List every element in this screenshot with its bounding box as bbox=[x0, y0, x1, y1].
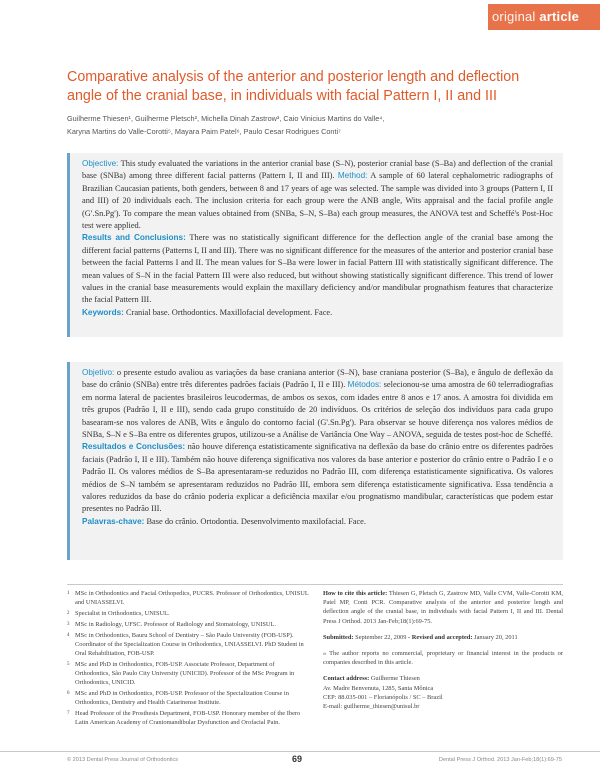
affiliation-item bbox=[67, 631, 310, 659]
page-number: 69 bbox=[292, 754, 303, 764]
objective-label: Objective: bbox=[82, 159, 119, 168]
contact-address bbox=[323, 674, 563, 711]
page-footer bbox=[0, 751, 600, 766]
footnote-divider bbox=[67, 584, 563, 585]
objective-text: This study evaluated the variations in the anterior cranial base (S–N), posterior cranial base (S–Ba) and deflection of the cranial base (SNBa) among three different facial patterns (Pattern I, II and III). bbox=[82, 159, 553, 181]
keywords-text: Cranial base. Orthodontics. Maxillofacial development. Face. bbox=[123, 307, 333, 317]
affiliation-number: 7 bbox=[67, 711, 70, 716]
revised-date: January 20, 2011 bbox=[472, 633, 518, 641]
keywords-label: Keywords: bbox=[82, 307, 124, 317]
results-text: There was no statistically significant difference for the deflection angle of the cranial base among the different facial patterns (Patterns I, II and III). There was no significant difference for the measures of the anterior and posterior cranial base between the facial Patterns I and II. The mean values for S–Ba were lower in facial Pattern III with statistically significant difference. The mean values of S–N in the facial Pattern III were also reduced, but without showing statistically significant difference. This trend of lower values in the cranial base measurements would explain the maxillary deficiency and/or mandibular prognathism features that characterize the facial Pattern III. bbox=[82, 233, 553, 305]
footer-journal-citation: Dental Press J Orthod. 2013 Jan-Feb;18(1):69-75 bbox=[438, 757, 562, 763]
resultados-label: Resultados e Conclusões: bbox=[82, 442, 186, 452]
affiliation-item bbox=[67, 609, 310, 618]
affiliations-list bbox=[67, 589, 310, 729]
objetivo-text: o presente estudo avaliou as variações da base craniana anterior (S–N), base craniana posterior (S–Ba), e ângulo de deflexão da base do crânio (SNBa) entre três diferentes padrões faciais (Padrão I, II e III). bbox=[82, 368, 553, 390]
affiliation-text: MSc in Radiology, UFSC. Professor of Radiology and Stomatology, UNISUL. bbox=[75, 620, 277, 628]
affiliation-text: MSc and PhD in Orthodontics, FOB-USP. Professor of the Specialization Course in Orthodontics, Dentistry and Health Catarinense Institute. bbox=[75, 690, 289, 707]
abstract-portuguese bbox=[67, 362, 563, 560]
citation-label: How to cite this article: bbox=[323, 590, 388, 597]
disclosure-statement: » The author reports no commercial, proprietary or financial interest in the products or companies described in this article. bbox=[323, 650, 563, 667]
results-label: Results and Conclusions: bbox=[82, 233, 186, 243]
metodos-text: selecionou-se uma amostra de 60 telerradiografias em norma lateral de pacientes brasileiros leucodermas, de ambos os sexos, com idades entre 8 anos e 17 anos. A amostra foi dividida em três grupos (Padrão I, II e III), sendo cada grupo constituído de 20 indivíduos. Os critérios de seleção dos indivíduos para cada grupo basearam-se nos valores de ANB, Wits e ângulo do contorno facial (G'.Sn.Pg'). Para observar se houve diferença nos valores médios de SNBa, S–N e S–Ba entre os diferentes grupos, utilizou-se a Análise de Variância One Way – ANOVA, seguida de testes post-hoc de Scheffé. bbox=[82, 380, 553, 440]
contact-street: Av. Madre Benvenuta, 1285, Santa Mônica bbox=[323, 684, 434, 692]
author-line-1: Guilherme Thiesen¹, Guilherme Pletsch², Michella Dinah Zastrow³, Caio Vinicius Martins do Valle⁴, bbox=[67, 114, 385, 123]
article-title: Comparative analysis of the anterior and posterior length and deflection angle of the cranial base, in individuals with facial Pattern I, II and III bbox=[67, 69, 520, 104]
method-text: A sample of 60 lateral cephalometric radiographs of Brazilian Caucasian patients, both genders, between 8 and 17 years of age was selected. The sample was divided into 3 groups (Pattern I, II and III) of 20 individuals each. The inclusion criteria for each group were the ANB angle, Wits appraisal and the facial profile angle (G'.Sn.Pg'). To compare the mean values obtained from (SNBa, S–N, S–Ba) each group measures, the ANOVA test and Scheffé's Post-Hoc test were applied. bbox=[82, 171, 553, 231]
palavras-chave-label: Palavras-chave: bbox=[82, 516, 145, 526]
abstract-english bbox=[67, 153, 563, 337]
affiliation-number: 1 bbox=[67, 591, 70, 596]
resultados-text: não houve diferença estatisticamente significativa na deflexão da base do crânio entre os diferentes padrões faciais (Padrão I, II e III). Também não houve diferença significativa nos valores da base anterior e posterior do crânio entre o Padrão I e o Padrão II. Os valores médios de S–Ba apresentaram-se reduzidos no Padrão III, com diferença estatisticamente significativa. Os valores médios de S–N também se apresentaram reduzidos no Padrão III, embora sem diferença estatisticamente significativa. Essa tendência a valores reduzidos da base do crânio poderia explicar a deficiência maxilar e/ou prognatismo mandibular, características que podem estar presentes no Padrão III. bbox=[82, 442, 553, 514]
submission-dates bbox=[323, 633, 563, 642]
affiliation-number: 3 bbox=[67, 621, 70, 627]
affiliation-number: 6 bbox=[67, 691, 70, 696]
affiliation-item bbox=[67, 709, 310, 727]
contact-name: Guilherme Thiesen bbox=[369, 675, 420, 683]
tag-word-original: original bbox=[492, 9, 536, 24]
affiliation-item bbox=[67, 660, 310, 688]
footer-copyright: © 2013 Dental Press Journal of Orthodontics bbox=[67, 757, 179, 763]
contact-city: CEP: 88.035-001 – Florianópolis / SC – Brazil bbox=[323, 693, 443, 701]
affiliation-item bbox=[67, 589, 310, 607]
article-info-column bbox=[323, 589, 563, 718]
affiliation-text: MSc in Orthodontics, Bauru School of Dentistry – São Paulo University (FOB-USP). Coordinator of the Specialization Course in Orthodontics, UNIASSELVI. PhD Student in Oral Rehabilitation, FOB-USP. bbox=[75, 631, 304, 657]
metodos-label: Métodos: bbox=[347, 380, 382, 390]
objetivo-label: Objetivo: bbox=[82, 368, 115, 377]
affiliation-text: MSc in Orthodontics and Facial Orthopedics, PUCRS. Professor of Orthodontics, UNISUL and UNIASSELVI. bbox=[75, 590, 309, 607]
affiliation-item bbox=[67, 620, 310, 629]
affiliation-number: 5 bbox=[67, 661, 70, 667]
citation-text: Thiesen G, Pletsch G, Zastrow MD, Valle CVM, Valle-Corotti KM, Patel MP, Conti PCR. Comparative analysis of the anterior and posterior length and deflection angle of the cranial base, in individuals with facial Pattern I, II and III. Dental Press J Orthod. 2013 Jan-Feb;18(1):69-75. bbox=[323, 590, 563, 625]
contact-email: E-mail: guilherme_thiesen@unisul.br bbox=[323, 703, 420, 711]
submitted-label: Submitted: bbox=[323, 633, 354, 641]
citation bbox=[323, 589, 563, 626]
affiliation-text: Specialist in Orthodontics, UNISUL. bbox=[75, 610, 170, 617]
tag-word-article: article bbox=[539, 9, 580, 24]
affiliation-text: MSc and PhD in Orthodontics, FOB-USP. Associate Professor, Department of Orthodontics, São Paulo City University (UNICID). Professor of the MSc Program in Orthodontics, UNICID. bbox=[75, 660, 295, 687]
affiliation-number: 4 bbox=[67, 632, 70, 638]
affiliation-text: Head Professor of the Prosthesis Department, FOB-USP. Honorary member of the Ibero Latin American Academy of Craniomandibular Dysfunction and Orofacial Pain. bbox=[75, 710, 301, 727]
contact-label: Contact address: bbox=[323, 675, 370, 683]
article-type-tag bbox=[488, 4, 600, 30]
author-line-2: Karyna Martins do Valle-Corotti⁵, Mayara Paim Patel⁶, Paulo Cesar Rodrigues Conti⁷ bbox=[67, 127, 341, 136]
affiliation-item bbox=[67, 689, 310, 707]
method-label: Method: bbox=[337, 171, 368, 181]
affiliation-number: 2 bbox=[67, 611, 70, 616]
submitted-date: September 22, 2009 bbox=[353, 633, 409, 641]
revised-label: - Revised and accepted: bbox=[408, 633, 473, 641]
author-list bbox=[67, 112, 537, 138]
palavras-chave-text: Base do crânio. Ortodontia. Desenvolvimento maxilofacial. Face. bbox=[144, 516, 366, 526]
